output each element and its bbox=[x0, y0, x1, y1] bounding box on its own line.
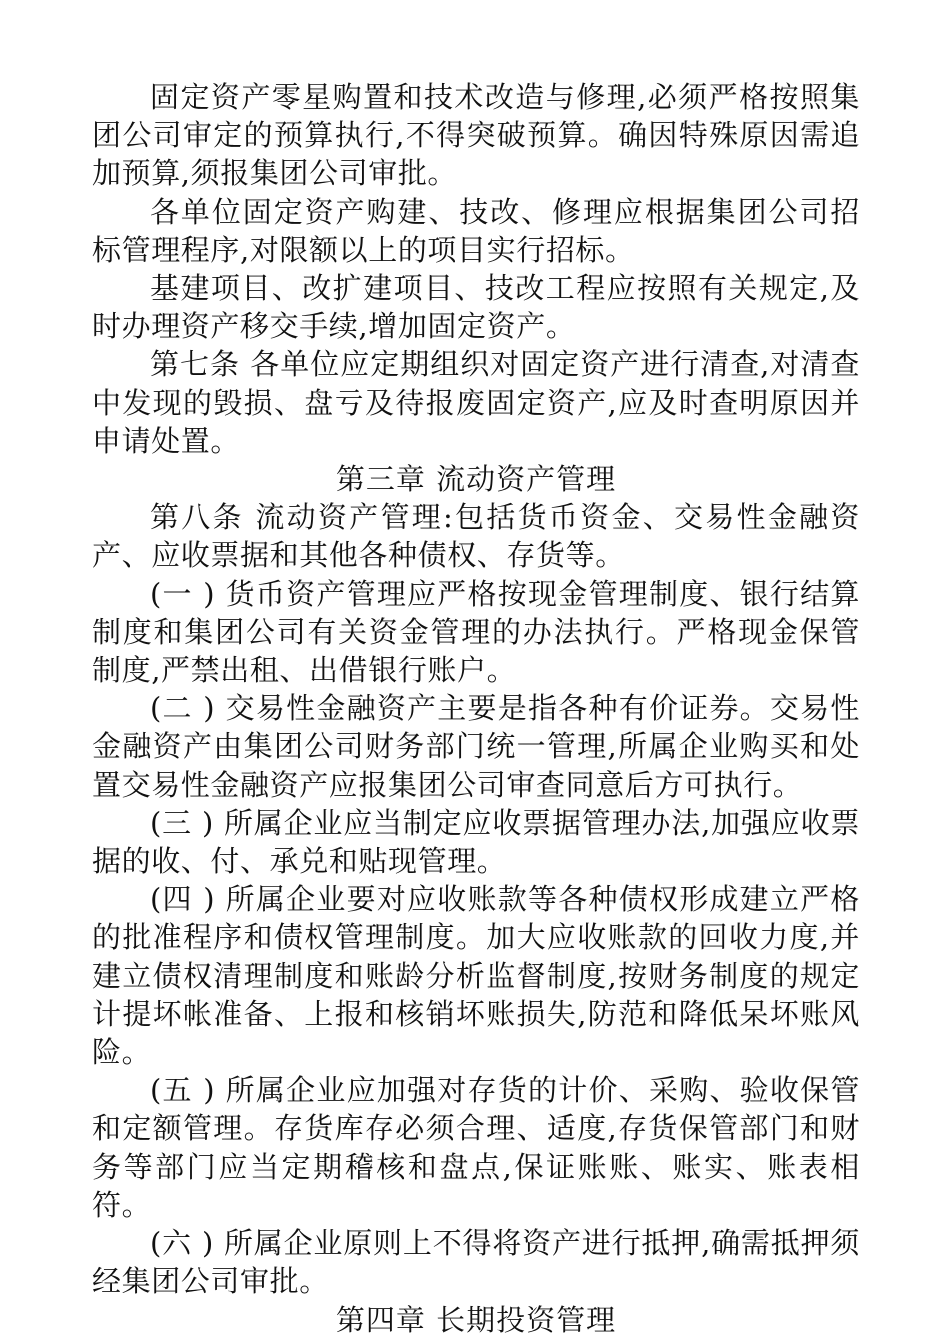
paragraph-asset-transfer: 基建项目、改扩建项目、技改工程应按照有关规定,及时办理资产移交手续,增加固定资产。 bbox=[92, 271, 860, 344]
paragraph-item-3: (三 ) 所属企业应当制定应收票据管理办法,加强应收票据的收、付、承兑和贴现管理。 bbox=[92, 805, 860, 879]
paragraph-item-4: (四 ) 所属企业要对应收账款等各种债权形成建立严格的批准程序和债权管理制度。加大应收账款的回收力度,并建立债权清理制度和账龄分析监督制度,按财务制度的规定计提坏帐准备、上报和核销坏账损失,防范和降低呆坏账风险。 bbox=[92, 882, 860, 1070]
document-body bbox=[92, 78, 860, 1339]
paragraph-item-1: (一 ) 货币资产管理应严格按现金管理制度、银行结算制度和集团公司有关资金管理的办法执行。严格现金保管制度,严禁出租、出借银行账户。 bbox=[92, 576, 860, 688]
paragraph-item-6: (六 ) 所属企业原则上不得将资产进行抵押,确需抵押须经集团公司审批。 bbox=[92, 1226, 860, 1299]
paragraph-item-5: (五 ) 所属企业应加强对存货的计价、采购、验收保管和定额管理。存货库存必须合理、适度,存货保管部门和财务等部门应当定期稽核和盘点,保证账账、账实、账表相符。 bbox=[92, 1073, 860, 1222]
paragraph-item-2: (二 ) 交易性金融资产主要是指各种有价证券。交易性金融资产由集团公司财务部门统一管理,所属企业购买和处置交易性金融资产应报集团公司审查同意后方可执行。 bbox=[92, 691, 860, 802]
paragraph-article-7: 第七条 各单位应定期组织对固定资产进行清查,对清查中发现的毁损、盘亏及待报废固定资产,应及时查明原因并申请处置。 bbox=[92, 347, 860, 458]
chapter-4-title: 第四章 长期投资管理 bbox=[335, 1302, 617, 1337]
paragraph-budget-execution: 固定资产零星购置和技术改造与修理,必须严格按照集团公司审定的预算执行,不得突破预算。确因特殊原因需追加预算,须报集团公司审批。 bbox=[92, 80, 860, 191]
paragraph-tender-management: 各单位固定资产购建、技改、修理应根据集团公司招标管理程序,对限额以上的项目实行招标。 bbox=[92, 194, 860, 267]
paragraph-article-8: 第八条 流动资产管理:包括货币资金、交易性金融资产、应收票据和其他各种债权、存货等。 bbox=[92, 500, 860, 573]
chapter-3-title: 第三章 流动资产管理 bbox=[335, 462, 617, 497]
